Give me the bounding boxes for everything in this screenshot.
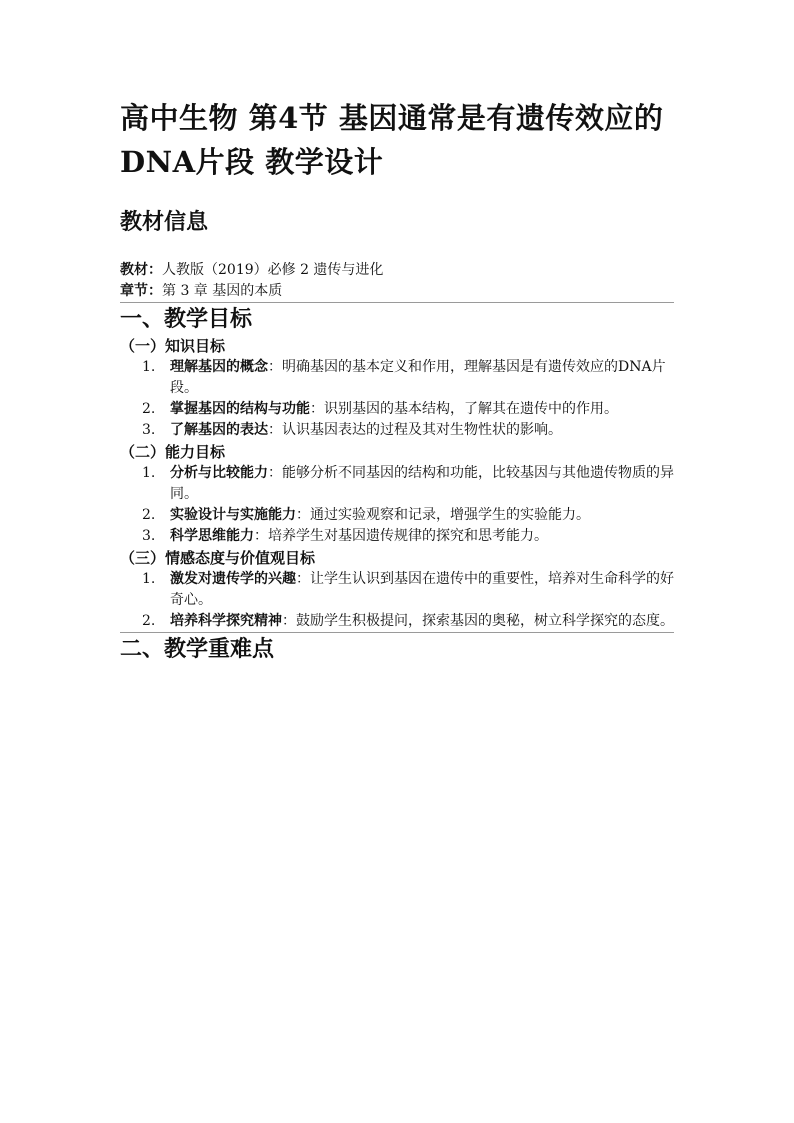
meta-label: 章节：: [120, 283, 162, 299]
list-item: [120, 526, 680, 547]
document-page: [120, 96, 680, 665]
document-title: 高中生物 第4节 基因通常是有遗传效应的DNA片段 教学设计: [120, 101, 664, 179]
list-item: [120, 505, 680, 526]
item-text: ：认识基因表达的过程及其对生物性状的影响。: [268, 422, 562, 438]
attitude-objectives-list: [120, 569, 680, 632]
subheading-ability: （二）能力目标: [120, 443, 226, 461]
subheading-attitude: （三）情感态度与价值观目标: [120, 549, 316, 567]
item-keyword: 分析与比较能力: [170, 465, 268, 481]
item-keyword: 了解基因的表达: [170, 422, 268, 438]
section-heading-objectives: 一、教学目标: [120, 306, 253, 332]
list-item: [120, 611, 680, 632]
meta-row-textbook: [120, 260, 680, 281]
list-item: [120, 420, 680, 441]
item-number: 3.: [142, 528, 156, 544]
item-number: 1.: [142, 571, 156, 587]
item-text: ：通过实验观察和记录，增强学生的实验能力。: [296, 507, 590, 523]
item-number: 1.: [142, 465, 156, 481]
item-keyword: 实验设计与实施能力: [170, 507, 296, 523]
meta-row-chapter: [120, 281, 680, 302]
meta-value: 第 3 章 基因的本质: [162, 283, 283, 299]
knowledge-objectives-list: [120, 357, 680, 441]
item-keyword: 理解基因的概念: [170, 359, 268, 375]
item-number: 3.: [142, 422, 156, 438]
item-number: 1.: [142, 359, 156, 375]
item-keyword: 掌握基因的结构与功能: [170, 401, 310, 417]
item-keyword: 激发对遗传学的兴趣: [170, 571, 296, 587]
item-text: ：能够分析不同基因的结构和功能，比较基因与其他遗传物质的异同。: [170, 465, 674, 502]
list-item: [120, 569, 680, 611]
list-item: [120, 357, 680, 399]
item-text: ：识别基因的基本结构，了解其在遗传中的作用。: [310, 401, 618, 417]
item-number: 2.: [142, 401, 156, 417]
meta-label: 教材：: [120, 262, 162, 278]
list-item: [120, 399, 680, 420]
subheading-knowledge: （一）知识目标: [120, 337, 226, 355]
ability-objectives-list: [120, 463, 680, 547]
item-text: ：鼓励学生积极提问，探索基因的奥秘，树立科学探究的态度。: [282, 613, 674, 629]
list-item: [120, 463, 680, 505]
item-text: ：明确基因的基本定义和作用，理解基因是有遗传效应的DNA片段。: [170, 359, 666, 396]
item-number: 2.: [142, 613, 156, 629]
item-text: ：让学生认识到基因在遗传中的重要性，培养对生命科学的好奇心。: [170, 571, 674, 608]
meta-value: 人教版（2019）必修 2 遗传与进化: [162, 262, 384, 278]
item-text: ：培养学生对基因遗传规律的探究和思考能力。: [254, 528, 548, 544]
section-heading-key-points: 二、教学重难点: [120, 636, 275, 662]
info-heading: 教材信息: [120, 209, 209, 235]
item-keyword: 科学思维能力: [170, 528, 254, 544]
textbook-meta: [120, 260, 680, 302]
item-number: 2.: [142, 507, 156, 523]
item-keyword: 培养科学探究精神: [170, 613, 282, 629]
